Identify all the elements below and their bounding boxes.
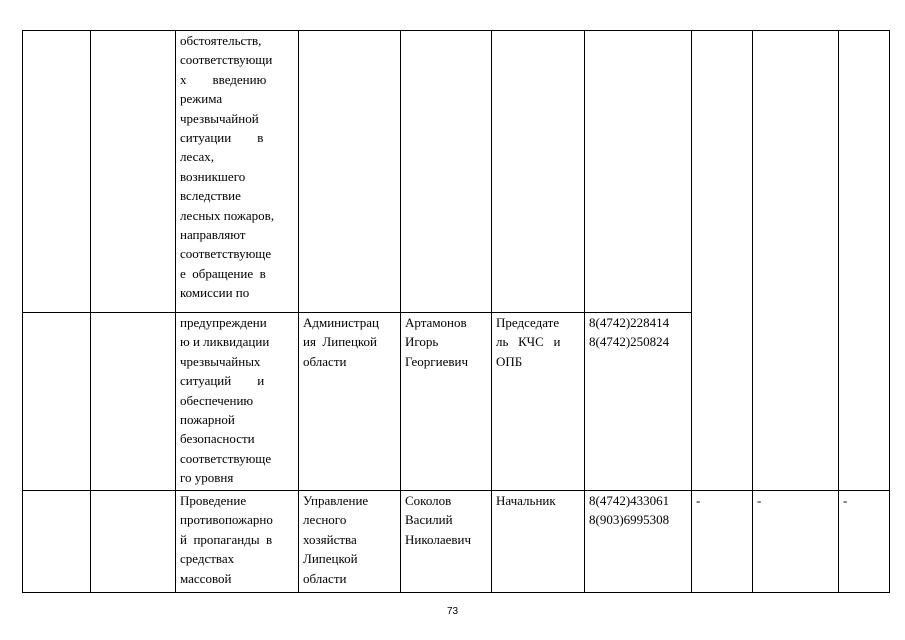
cell-text-line: обстоятельств, xyxy=(180,33,262,48)
cell-text-line: ситуации в xyxy=(180,130,264,146)
cell-text-line: ситуаций и xyxy=(180,373,265,389)
cell-text-line: направляют xyxy=(180,227,246,243)
cell-col8: - xyxy=(692,491,753,593)
cell-responsible-person xyxy=(401,491,492,593)
cell-text-line: чрезвычайных xyxy=(180,353,261,369)
cell-number xyxy=(23,31,91,313)
cell-text-line: лесных пожаров, xyxy=(180,207,275,223)
cell-responsible-person xyxy=(401,313,492,491)
cell-text-line: режима xyxy=(180,91,223,107)
cell-text-line: возникшего xyxy=(180,168,246,184)
cell-col9 xyxy=(753,31,839,491)
cell-position xyxy=(492,491,585,593)
cell-organization xyxy=(299,31,401,313)
cell-text-line: е обращение в xyxy=(180,265,266,281)
cell-text-line: обеспечению xyxy=(180,392,254,408)
cell-text-line: комиссии по xyxy=(180,285,250,301)
cell-text-line: Липецкой xyxy=(303,551,358,567)
page-number: 73 xyxy=(446,606,459,617)
cell-text-line: соответствующе xyxy=(180,450,272,466)
cell-col10 xyxy=(839,31,890,491)
cell-text-line: Артамонов xyxy=(405,315,467,330)
cell-text-line: Николаевич xyxy=(405,531,471,547)
cell-text-line: й пропаганды в xyxy=(180,531,273,547)
cell-organization xyxy=(299,491,401,593)
cell-text-line: 8(4742)433061 xyxy=(589,493,670,508)
cell-responsible-person xyxy=(401,31,492,313)
cell-text-line: безопасности xyxy=(180,431,255,447)
cell-text-line: противопожарно xyxy=(180,512,273,528)
cell-position xyxy=(492,31,585,313)
cell-text-line: ия Липецкой xyxy=(303,334,378,350)
cell-text-line: массовой xyxy=(180,570,232,586)
cell-text-line: хозяйства xyxy=(303,531,357,547)
cell-text-line: Председате xyxy=(496,315,560,330)
cell-number xyxy=(23,313,91,491)
cell-text-line: вследствие xyxy=(180,188,241,204)
cell-phone xyxy=(585,313,692,491)
cell-text-line: области xyxy=(303,353,347,369)
cell-text-line: Соколов xyxy=(405,493,452,508)
table-row xyxy=(23,491,890,593)
cell-col10: - xyxy=(839,491,890,593)
cell-text-line: предупреждени xyxy=(180,315,267,330)
cell-text-line: чрезвычайной xyxy=(180,110,259,126)
cell-code xyxy=(91,31,176,313)
cell-text-line: лесного xyxy=(303,512,347,528)
cell-text-line: Василий xyxy=(405,512,453,528)
cell-text-line: лесах, xyxy=(180,149,215,165)
cell-number xyxy=(23,491,91,593)
cell-text-line: соответствующе xyxy=(180,246,272,262)
cell-text-line: Управление xyxy=(303,493,369,508)
cell-event xyxy=(176,313,299,491)
cell-text-line: Администрац xyxy=(303,315,379,330)
cell-text-line: Игорь xyxy=(405,334,439,350)
cell-text-line: ю и ликвидации xyxy=(180,334,270,350)
cell-text-line: соответствующи xyxy=(180,52,273,68)
document-table xyxy=(22,30,890,593)
cell-event xyxy=(176,491,299,593)
cell-position xyxy=(492,313,585,491)
cell-phone xyxy=(585,491,692,593)
cell-text-line: области xyxy=(303,570,347,586)
cell-text-line: Георгиевич xyxy=(405,353,468,369)
cell-event xyxy=(176,31,299,313)
cell-text-line: 8(4742)228414 xyxy=(589,315,670,330)
cell-organization xyxy=(299,313,401,491)
cell-text-line: пожарной xyxy=(180,412,235,428)
cell-phone xyxy=(585,31,692,313)
cell-text-line: Проведение xyxy=(180,493,247,508)
table-row xyxy=(23,31,890,313)
cell-text-line: х введению xyxy=(180,71,267,87)
cell-code xyxy=(91,313,176,491)
cell-text-line: 8(4742)250824 xyxy=(589,334,670,350)
cell-code xyxy=(91,491,176,593)
cell-text-line: ОПБ xyxy=(496,353,523,369)
cell-text-line: Начальник xyxy=(496,493,556,508)
cell-col8 xyxy=(692,31,753,491)
cell-text-line: ль КЧС и xyxy=(496,334,561,350)
cell-text-line: го уровня xyxy=(180,470,234,486)
cell-col9: - xyxy=(753,491,839,593)
cell-text-line: 8(903)6995308 xyxy=(589,512,670,528)
cell-text-line: средствах xyxy=(180,551,235,567)
